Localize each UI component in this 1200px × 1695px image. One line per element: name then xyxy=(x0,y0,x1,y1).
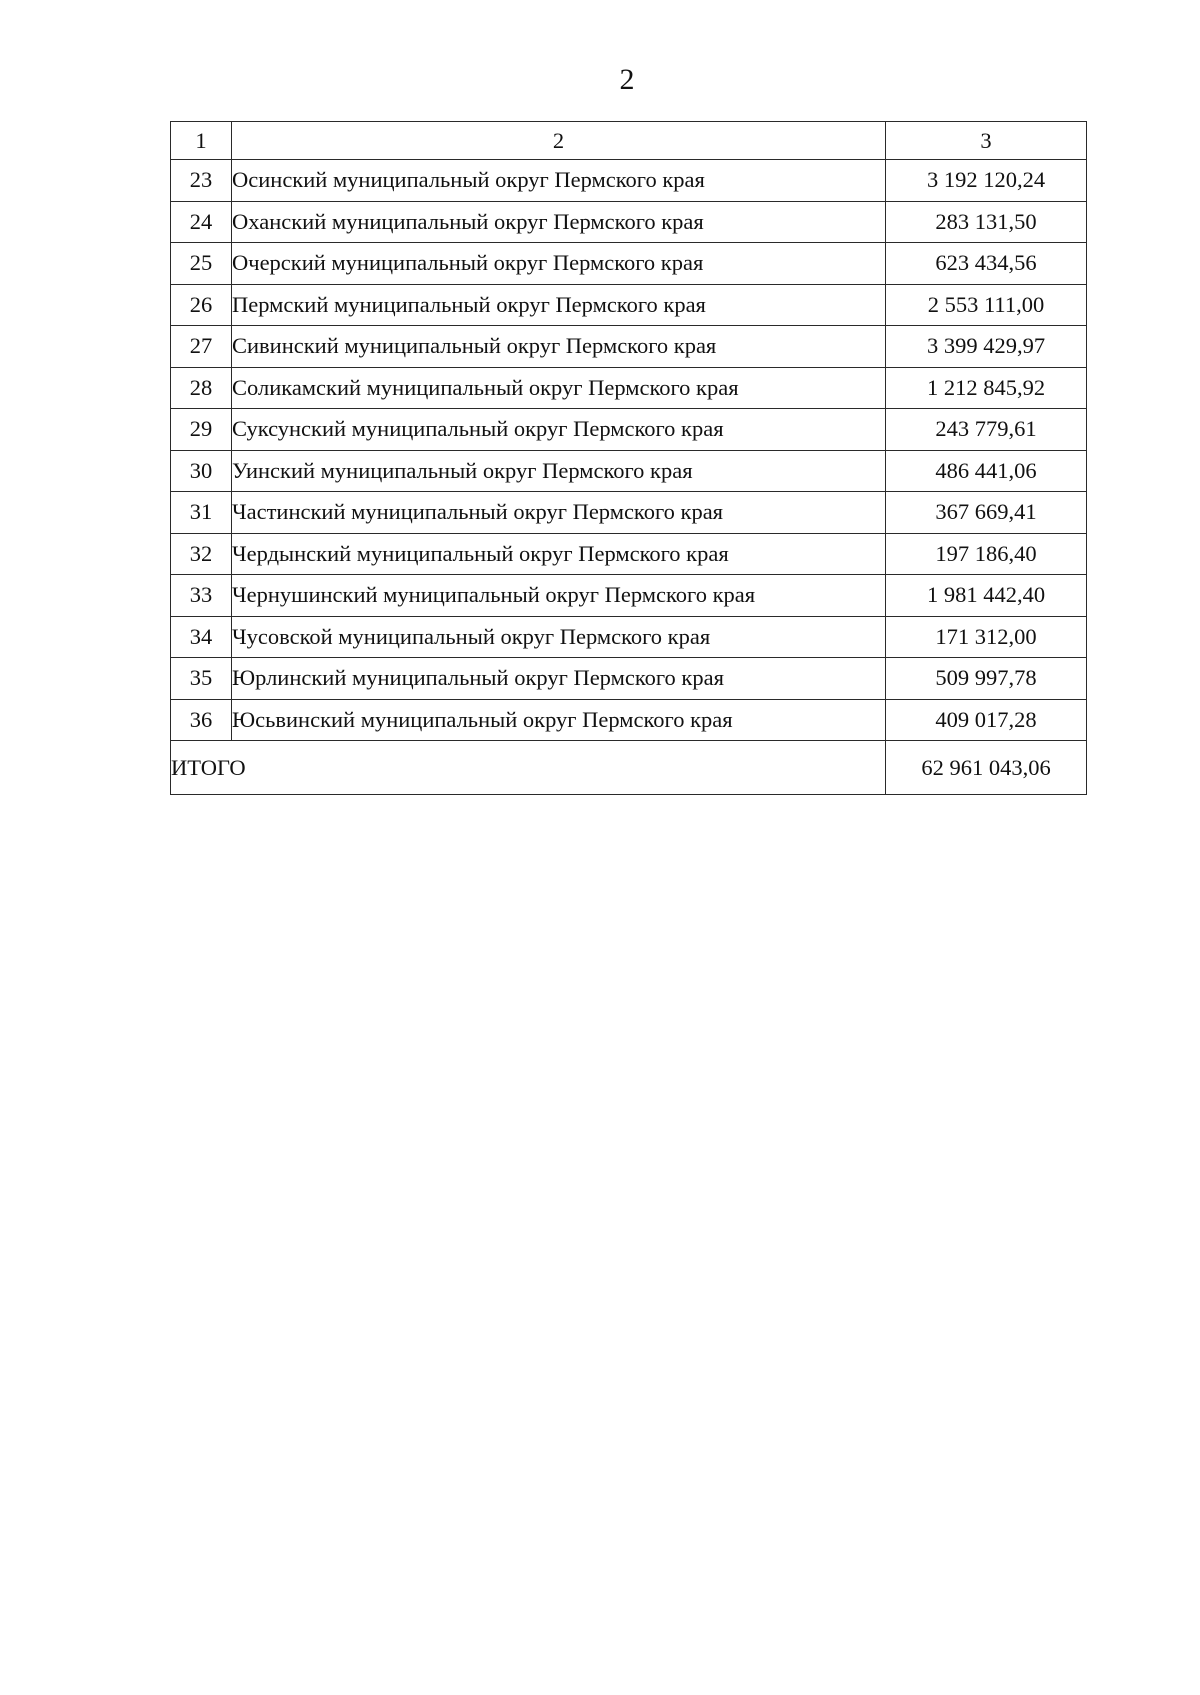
table-row xyxy=(171,243,1087,285)
row-amount: 486 441,06 xyxy=(886,450,1087,492)
table-row xyxy=(171,409,1087,451)
table-row xyxy=(171,575,1087,617)
total-amount: 62 961 043,06 xyxy=(886,741,1087,795)
row-number: 27 xyxy=(171,326,232,368)
row-municipality-name: Юсьвинский муниципальный округ Пермского края xyxy=(232,699,886,741)
table-row xyxy=(171,201,1087,243)
row-amount: 2 553 111,00 xyxy=(886,284,1087,326)
table-row xyxy=(171,160,1087,202)
row-number: 25 xyxy=(171,243,232,285)
page-number: 2 xyxy=(619,63,635,96)
row-number: 33 xyxy=(171,575,232,617)
row-number: 24 xyxy=(171,201,232,243)
column-header-name: 2 xyxy=(232,122,886,160)
table-row xyxy=(171,658,1087,700)
row-municipality-name: Чусовской муниципальный округ Пермского края xyxy=(232,616,886,658)
row-municipality-name: Чернушинский муниципальный округ Пермского края xyxy=(232,575,886,617)
row-municipality-name: Уинский муниципальный округ Пермского края xyxy=(232,450,886,492)
row-municipality-name: Чердынский муниципальный округ Пермского края xyxy=(232,533,886,575)
row-municipality-name: Юрлинский муниципальный округ Пермского края xyxy=(232,658,886,700)
row-number: 28 xyxy=(171,367,232,409)
row-amount: 623 434,56 xyxy=(886,243,1087,285)
row-municipality-name: Очерский муниципальный округ Пермского края xyxy=(232,243,886,285)
row-amount: 367 669,41 xyxy=(886,492,1087,534)
row-municipality-name: Пермский муниципальный округ Пермского края xyxy=(232,284,886,326)
table-row xyxy=(171,533,1087,575)
allocation-table xyxy=(170,121,1087,795)
row-amount: 409 017,28 xyxy=(886,699,1087,741)
row-amount: 1 212 845,92 xyxy=(886,367,1087,409)
table-row xyxy=(171,450,1087,492)
table-header-row xyxy=(171,122,1087,160)
table-row xyxy=(171,367,1087,409)
row-municipality-name: Сивинский муниципальный округ Пермского края xyxy=(232,326,886,368)
row-municipality-name: Оханский муниципальный округ Пермского края xyxy=(232,201,886,243)
total-label: ИТОГО xyxy=(171,741,886,795)
row-number: 26 xyxy=(171,284,232,326)
row-number: 32 xyxy=(171,533,232,575)
row-amount: 3 192 120,24 xyxy=(886,160,1087,202)
row-number: 36 xyxy=(171,699,232,741)
row-amount: 509 997,78 xyxy=(886,658,1087,700)
table-row xyxy=(171,326,1087,368)
row-municipality-name: Соликамский муниципальный округ Пермского края xyxy=(232,367,886,409)
row-municipality-name: Частинский муниципальный округ Пермского края xyxy=(232,492,886,534)
row-amount: 243 779,61 xyxy=(886,409,1087,451)
total-row xyxy=(171,741,1087,795)
row-municipality-name: Суксунский муниципальный округ Пермского края xyxy=(232,409,886,451)
row-amount: 197 186,40 xyxy=(886,533,1087,575)
row-municipality-name: Осинский муниципальный округ Пермского края xyxy=(232,160,886,202)
row-number: 35 xyxy=(171,658,232,700)
row-number: 23 xyxy=(171,160,232,202)
column-header-amount: 3 xyxy=(886,122,1087,160)
row-number: 29 xyxy=(171,409,232,451)
row-number: 34 xyxy=(171,616,232,658)
row-amount: 171 312,00 xyxy=(886,616,1087,658)
table-row xyxy=(171,492,1087,534)
row-number: 30 xyxy=(171,450,232,492)
table-row xyxy=(171,616,1087,658)
row-amount: 1 981 442,40 xyxy=(886,575,1087,617)
row-amount: 283 131,50 xyxy=(886,201,1087,243)
row-number: 31 xyxy=(171,492,232,534)
table-row xyxy=(171,699,1087,741)
row-amount: 3 399 429,97 xyxy=(886,326,1087,368)
table-row xyxy=(171,284,1087,326)
column-header-number: 1 xyxy=(171,122,232,160)
